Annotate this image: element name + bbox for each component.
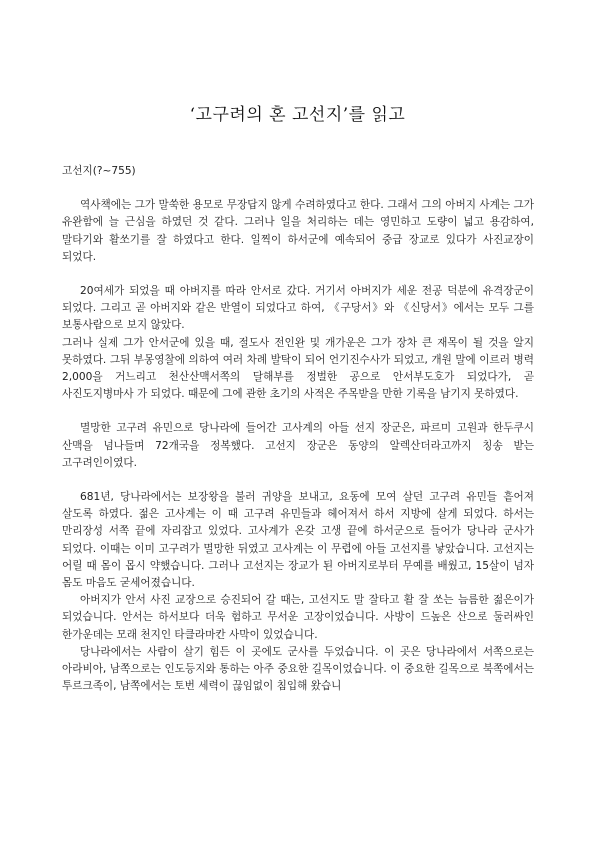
paragraph-4: 멸망한 고구려 유민으로 당나라에 들어간 고사계의 아들 선지 장군은, 파르미 고원과 한두쿠시 산맥을 넘나들며 72개국을 정복했다. 고선지 장군은 동양의 알렉산더라고까지 칭송 받는 고구려인이였다.: [62, 422, 534, 469]
document-body: [62, 163, 534, 695]
document-subtitle: 고선지(?~755): [62, 165, 136, 177]
paragraph-5: 681년, 당나라에서는 보장왕을 불러 귀양을 보내고, 요동에 모여 살던 고구려 유민들 흩어져 살도록 하였다. 젊은 고사계는 이 때 고구려 유민들과 헤어져서 하서 지방에 살게 되었다. 하서는 만리장성 서쪽 끝에 자리잡고 있었다. 고사계가 온갖 고생 끝에 하서군으로 들어가 당나라 군사가 되었다. 이때는 이미 고구려가 멸망한 뒤였고 고사계는 이 무렵에 아들 고선지를 낳았습니다. 고선지는 어릴 때 몸이 몹시 약했습니다. 그러나 고선지는 장교가 된 아버지로부터 무예를 배웠고, 15살이 넘자 몸도 마음도 굳세어졌습니다.: [62, 491, 534, 590]
paragraph-3: 그러나 실제 그가 안서군에 있을 때, 절도사 전인완 및 개가운은 그가 장차 큰 재목이 될 것을 알지 못하였다. 그뒤 부몽영찰에 의하여 여러 차례 발탁이 되어 언기진수사가 되었고, 개원 말에 이르러 병력 2,000을 거느리고 천산산맥서쪽의 달해부를 정벌한 공으로 안서부도호가 되었다가, 곧 사진도지병마사 가 되었다. 때문에 그에 관한 초기의 사적은 주목받을 만한 기록을 남기지 못하였다.: [62, 336, 534, 401]
paragraph-1: 역사책에는 그가 말쑥한 용모로 무장답지 않게 수려하였다고 한다. 그래서 그의 아버지 사계는 그가 유완함에 늘 근심을 하였던 것 같다. 그러나 일을 처리하는 데는 영민하고 도량이 넓고 용감하여, 말타기와 활쏘기를 잘 하였다고 한다. 일찍이 하서군에 예속되어 중급 장교로 있다가 사진교장이 되었다.: [62, 199, 534, 263]
paragraph-6: 아버지가 안서 사진 교장으로 승진되어 갈 때는, 고선지도 말 잘타고 활 잘 쏘는 늠름한 젊은이가 되었습니다. 안서는 하서보다 더욱 험하고 무서운 고장이었습니다. 사방이 드높은 산으로 둘러싸인 한가운데는 모래 천지인 타클라마칸 사막이 있었습니다.: [62, 594, 534, 641]
paragraph-2: 20여세가 되었을 때 아버지를 따라 안서로 갔다. 거기서 아버지가 세운 전공 덕분에 유격장군이 되었다. 그리고 곧 아버지와 같은 반열이 되었다고 하여, 《구당서》와 《신당서》에서는 모두 그를 보통사람으로 보지 않았다.: [62, 285, 534, 332]
paragraph-7: 당나라에서는 사람이 살기 힘든 이 곳에도 군사를 두었습니다. 이 곳은 당나라에서 서쪽으로는 아라비아, 남쪽으로는 인도등지와 통하는 아주 중요한 길목이었습니다. 이 중요한 길목으로 북쪽에서는 투르크족이, 남쪽에서는 토번 세력이 끊임없이 침입해 왔습니: [62, 645, 534, 693]
document-title: ‘고구려의 혼 고선지’를 읽고: [189, 105, 406, 125]
